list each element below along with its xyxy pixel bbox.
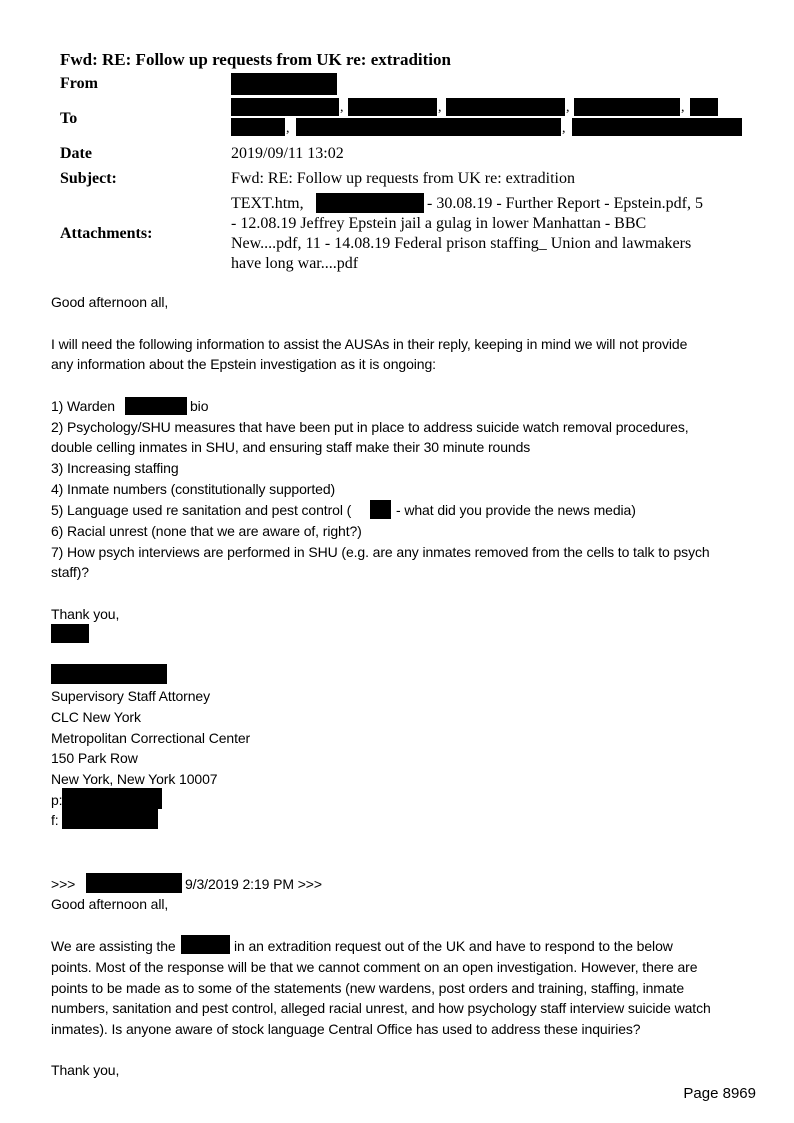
date-label: Date	[60, 145, 92, 162]
attachment-line: have long war....pdf	[231, 255, 359, 272]
list-item-5: 5) Language used re sanitation and pest control (	[51, 502, 352, 518]
forward-line: in an extradition request out of the UK and have to respond to the below	[234, 938, 673, 954]
to-label: To	[60, 110, 78, 127]
redaction-item-5	[370, 500, 391, 519]
redaction-to-3	[446, 98, 565, 116]
email-title: Fwd: RE: Follow up requests from UK re: extradition	[60, 50, 451, 69]
attachment-line: - 30.08.19 - Further Report - Epstein.pdf, 5	[427, 195, 703, 212]
attachments-label: Attachments:	[60, 225, 153, 242]
redaction-fax	[62, 809, 158, 829]
list-item-3: 3) Increasing staffing	[51, 460, 179, 476]
date-value: 2019/09/11 13:02	[231, 145, 344, 162]
list-item-text: - what did you provide the news media)	[396, 502, 636, 518]
list-item-7-cont: staff)?	[51, 564, 89, 580]
redaction-forward-sender	[86, 873, 182, 893]
forward-line: points. Most of the response will be that we cannot comment on an open investigation. However, there are	[51, 959, 698, 975]
redaction-forward-agency	[181, 935, 230, 954]
forward-prefix: >>>	[51, 876, 76, 892]
redaction-signer-initials	[51, 624, 89, 643]
redaction-to-7	[296, 118, 561, 136]
from-label: From	[60, 75, 98, 92]
forward-line: inmates). Is anyone aware of stock language Central Office has used to address these inquiries?	[51, 1021, 641, 1037]
fax-label: f:	[51, 812, 59, 828]
attachment-line: - 12.08.19 Jeffrey Epstein jail a gulag in lower Manhattan - BBC	[231, 215, 647, 232]
redaction-to-6	[231, 118, 285, 136]
forward-line: points to be made as to some of the statements (new wardens, post orders and training, staffing, inmate	[51, 980, 685, 996]
signature-title: Supervisory Staff Attorney	[51, 688, 211, 704]
forward-line: We are assisting the	[51, 938, 176, 954]
redaction-to-4	[574, 98, 680, 116]
list-item-4: 4) Inmate numbers (constitutionally supported)	[51, 481, 336, 497]
page-number: Page 8969	[683, 1085, 756, 1102]
signature-facility: Metropolitan Correctional Center	[51, 730, 251, 746]
signature-office: CLC New York	[51, 709, 141, 725]
redaction-phone	[62, 788, 162, 809]
phone-label: p:	[51, 792, 63, 808]
redaction-to-8	[572, 118, 742, 136]
list-item-2-cont: double celling inmates in SHU, and ensuring staff make their 30 minute rounds	[51, 439, 531, 455]
list-item-1	[51, 398, 115, 414]
signature-street: 150 Park Row	[51, 750, 138, 766]
forward-line: numbers, sanitation and pest control, alleged racial unrest, and how psychology staff interview suicide watch	[51, 1000, 711, 1016]
list-item-2: 2) Psychology/SHU measures that have been put in place to address suicide watch removal procedures,	[51, 419, 689, 435]
list-item-7: 7) How psych interviews are performed in SHU (e.g. are any inmates removed from the cells to talk to psych	[51, 544, 710, 560]
subject-label: Subject:	[60, 170, 117, 187]
list-item-text: bio	[190, 398, 209, 414]
redaction-attachment	[316, 193, 424, 213]
redaction-from	[231, 73, 337, 95]
signature-city: New York, New York 10007	[51, 771, 218, 787]
attachment-line: New....pdf, 11 - 14.08.19 Federal prison staffing_ Union and lawmakers	[231, 235, 692, 252]
list-item-text: 1) Warden	[51, 398, 115, 414]
redaction-to-1	[231, 98, 339, 116]
attachment-line: TEXT.htm,	[231, 195, 304, 212]
thanks: Thank you,	[51, 606, 120, 622]
greeting: Good afternoon all,	[51, 294, 169, 310]
list-item-6: 6) Racial unrest (none that we are aware of, right?)	[51, 523, 362, 539]
forward-date: 9/3/2019 2:19 PM >>>	[185, 876, 322, 892]
intro-line: any information about the Epstein investigation as it is ongoing:	[51, 356, 436, 372]
forward-greeting: Good afternoon all,	[51, 896, 169, 912]
redaction-to-2	[348, 98, 437, 116]
redaction-warden-name	[125, 397, 187, 415]
intro-line: I will need the following information to assist the AUSAs in their reply, keeping in mind we will not provide	[51, 336, 688, 352]
forward-thanks: Thank you,	[51, 1062, 120, 1078]
subject-value: Fwd: RE: Follow up requests from UK re: extradition	[231, 170, 575, 187]
redaction-to-5	[690, 98, 718, 116]
redaction-signer-name	[51, 664, 167, 684]
